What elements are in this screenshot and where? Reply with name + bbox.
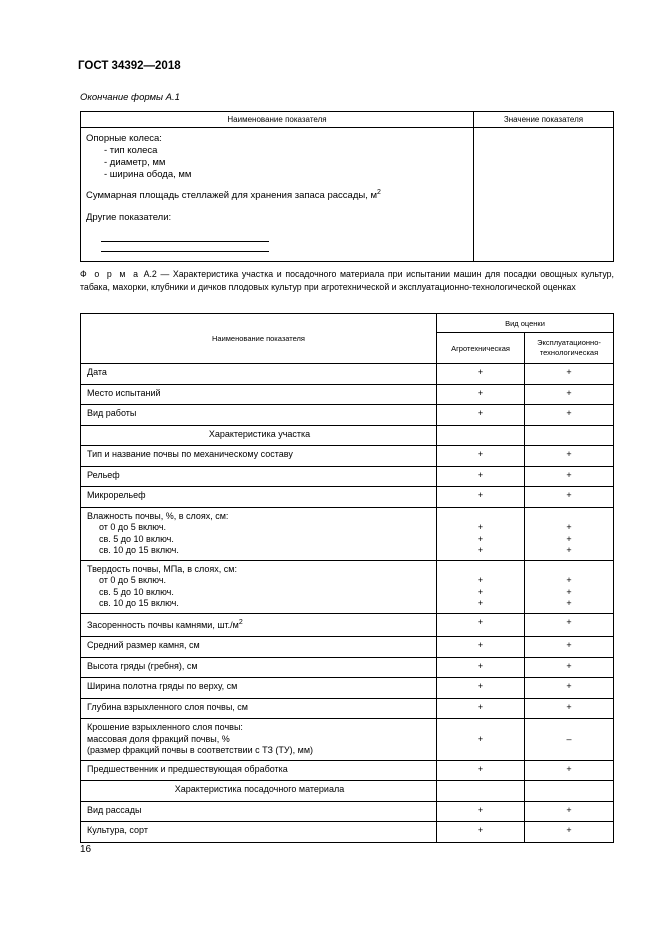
section-heading: Характеристика участка [81, 425, 437, 446]
agro-mark: + [437, 466, 525, 487]
indicator-group-title: Твердость почвы, МПа, в слоях, см: [87, 563, 237, 574]
indicator-line: (размер фракций почвы в соответствии с ТЗ (ТУ), мм) [87, 745, 314, 755]
other-indicators-label: Другие показатели: [86, 212, 172, 224]
agro-mark: + [437, 657, 525, 678]
table-row [81, 405, 614, 426]
indicator-name: Микрорельеф [81, 487, 437, 508]
column-header-name: Наименование показателя [81, 314, 437, 364]
indicator-name [81, 719, 437, 761]
agro-mark: + [437, 405, 525, 426]
indicator-name: Вид рассады [81, 801, 437, 822]
agro-mark: + [437, 384, 525, 405]
agro-mark: + [477, 522, 484, 532]
agro-mark: + [477, 575, 484, 585]
expl-mark: + [525, 698, 614, 719]
expl-mark: – [525, 719, 614, 761]
expl-mark: + [566, 575, 572, 585]
indicator-name: Высота гряды (гребня), см [81, 657, 437, 678]
agro-mark: + [437, 364, 525, 385]
expl-mark: + [566, 545, 572, 555]
indicator-name: Глубина взрыхленного слоя почвы, см [81, 698, 437, 719]
table-row [81, 384, 614, 405]
agro-mark: + [437, 760, 525, 781]
agro-mark: + [437, 719, 525, 761]
expl-mark: + [566, 598, 572, 608]
table-row [81, 657, 614, 678]
indicator-name: Предшественник и предшествующая обработка [81, 760, 437, 781]
table-row [81, 822, 614, 843]
table-row [81, 466, 614, 487]
indicator-subitem: св. 10 до 15 включ. [99, 545, 179, 555]
form-a2-table [80, 313, 614, 843]
empty-cell [437, 425, 525, 446]
column-header-expl: Эксплуатационно-технологическая [525, 333, 614, 364]
blank-line [101, 242, 269, 252]
agro-mark: + [437, 698, 525, 719]
indicator-name: Средний размер камня, см [81, 637, 437, 658]
empty-cell [437, 781, 525, 802]
indicator-subitem: св. 5 до 10 включ. [99, 586, 174, 597]
table-row [81, 637, 614, 658]
expl-mark: + [525, 487, 614, 508]
expl-mark: + [525, 405, 614, 426]
expl-mark: + [566, 522, 572, 532]
column-header-group: Вид оценки [437, 314, 614, 333]
expl-mark-cell [525, 507, 614, 560]
indicator-subitem: св. 5 до 10 включ. [99, 533, 174, 544]
table-row [81, 698, 614, 719]
empty-cell [525, 781, 614, 802]
indicator-subitem: от 0 до 5 включ. [99, 522, 167, 532]
table-row [81, 801, 614, 822]
indicator-name [81, 560, 437, 613]
wheel-diameter-label: - диаметр, мм [104, 157, 166, 168]
expl-mark: + [566, 586, 572, 597]
expl-mark: + [525, 637, 614, 658]
indicator-name [81, 507, 437, 560]
table-row [81, 719, 614, 761]
indicator-name: Ширина полотна гряды по верху, см [81, 678, 437, 699]
agro-mark: + [437, 678, 525, 699]
blank-line [101, 232, 269, 242]
table-row [81, 364, 614, 385]
table-row [81, 613, 614, 637]
expl-mark-cell [525, 560, 614, 613]
agro-mark: + [437, 613, 525, 637]
empty-cell [525, 425, 614, 446]
form-a1-caption: Окончание формы А.1 [80, 92, 180, 103]
indicator-name: Тип и название почвы по механическому составу [81, 446, 437, 467]
form-a1-table [80, 111, 614, 262]
agro-mark: + [437, 446, 525, 467]
table-row [81, 560, 614, 613]
document-code: ГОСТ 34392—2018 [78, 60, 181, 72]
wheel-width-label: - ширина обода, мм [104, 169, 192, 180]
agro-mark-cell [437, 560, 525, 613]
column-header-name: Наименование показателя [81, 112, 474, 128]
indicator-name: Вид работы [81, 405, 437, 426]
indicator-name: Засоренность почвы камнями, $шт./м^2$ [81, 613, 437, 637]
page-number: 16 [80, 844, 92, 855]
expl-mark: + [525, 657, 614, 678]
table-row [81, 678, 614, 699]
agro-mark: + [477, 533, 484, 544]
indicator-name: Дата [81, 364, 437, 385]
agro-mark: + [437, 637, 525, 658]
table-row [81, 781, 614, 802]
indicator-name: Рельеф [81, 466, 437, 487]
table-row [81, 507, 614, 560]
agro-mark: + [477, 598, 484, 608]
expl-mark: + [525, 760, 614, 781]
agro-mark: + [437, 822, 525, 843]
agro-mark: + [477, 586, 484, 597]
wheel-type-label: - тип колеса [104, 145, 158, 156]
expl-mark: + [525, 801, 614, 822]
expl-mark: + [525, 822, 614, 843]
agro-mark: + [477, 545, 484, 555]
expl-mark: + [525, 466, 614, 487]
expl-mark: + [525, 613, 614, 637]
expl-mark: + [525, 364, 614, 385]
indicator-name: Культура, сорт [81, 822, 437, 843]
section-heading: Характеристика посадочного материала [81, 781, 437, 802]
expl-mark: + [525, 678, 614, 699]
form-a2-caption: Ф о р м а А.2 — Характеристика участка и посадочного материала при испытании машин для посадки овощных культур, табака, махорки, клубники и дичков плодовых культур при агротехнической и эксплуатационно-технологической оценках [80, 269, 614, 292]
indicator-subitem: от 0 до 5 включ. [99, 575, 167, 585]
table-row [81, 446, 614, 467]
agro-mark-cell [437, 507, 525, 560]
indicator-line: массовая доля фракций почвы, % [87, 733, 230, 744]
form-a1-value-cell [474, 128, 614, 262]
indicator-group-title: Влажность почвы, %, в слоях, см: [87, 510, 229, 521]
area-label: Суммарная площадь стеллажей для хранения запаса рассады, $м^2$ [86, 189, 381, 202]
form-a1-indicators-cell [81, 128, 474, 262]
expl-mark: + [566, 533, 572, 544]
table-row [81, 487, 614, 508]
expl-mark: + [525, 384, 614, 405]
indicator-subitem: св. 10 до 15 включ. [99, 598, 179, 608]
agro-mark: + [437, 801, 525, 822]
table-row [81, 425, 614, 446]
indicator-name: Место испытаний [81, 384, 437, 405]
column-header-value: Значение показателя [474, 112, 614, 128]
expl-mark: + [525, 446, 614, 467]
indicator-line: Крошение взрыхленного слоя почвы: [87, 722, 243, 732]
wheels-label: Опорные колеса: [86, 133, 162, 144]
agro-mark: + [437, 487, 525, 508]
column-header-agro: Агротехническая [437, 333, 525, 364]
table-row [81, 760, 614, 781]
